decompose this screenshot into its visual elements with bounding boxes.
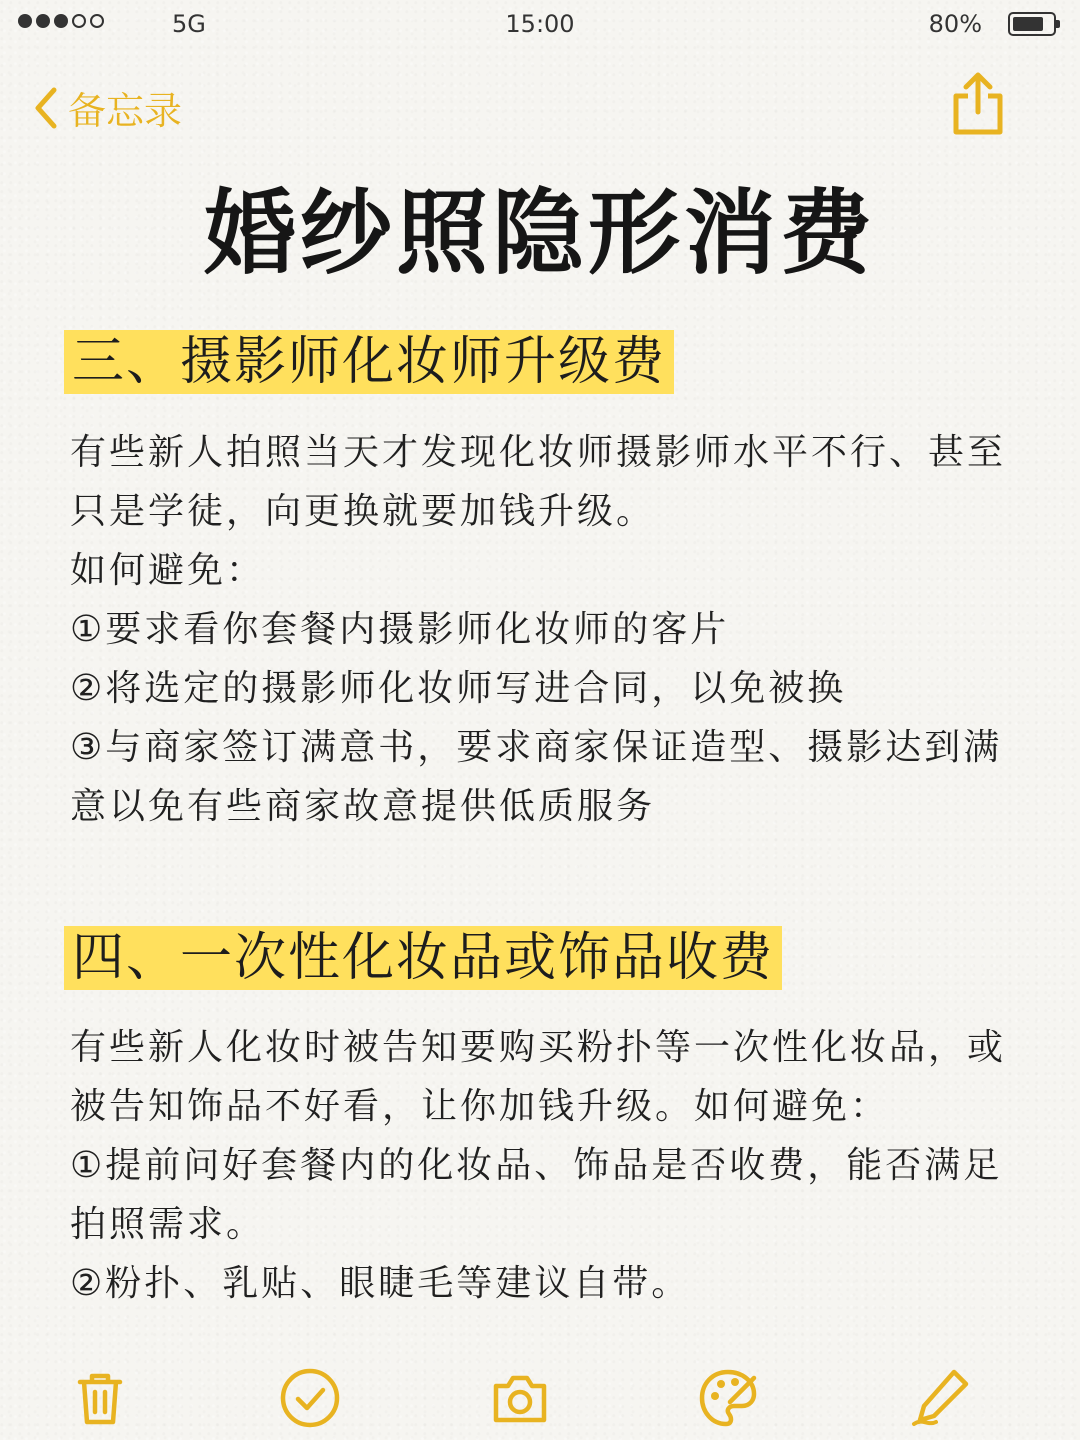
section-body-3 (70, 423, 1030, 836)
battery-icon (1008, 12, 1056, 36)
body-line: ②将选定的摄影师化妆师写进合同，以免被换 (70, 668, 847, 709)
share-icon (950, 72, 1006, 136)
section-heading-4: 四、一次性化妆品或饰品收费 (64, 926, 782, 990)
battery-percent: 80% (928, 10, 982, 38)
body-line: ①提前问好套餐内的化妆品、饰品是否收费，能否满足拍照需求。 (70, 1145, 1003, 1245)
back-label: 备忘录 (68, 89, 183, 133)
body-line: ②粉扑、乳贴、眼睫毛等建议自带。 (70, 1263, 691, 1304)
network-type: 5G (172, 10, 206, 38)
section-body-4 (70, 1018, 1030, 1313)
body-line: ①要求看你套餐内摄影师化妆师的客片 (70, 609, 730, 650)
pen-icon (908, 1366, 972, 1430)
camera-button[interactable] (488, 1366, 552, 1430)
palette-icon (696, 1366, 760, 1430)
chevron-left-icon (30, 86, 60, 130)
clock: 15:00 (505, 10, 575, 38)
note-title: 婚纱照隐形消费 (203, 180, 876, 287)
camera-icon (488, 1366, 552, 1430)
trash-icon (68, 1366, 132, 1430)
compose-button[interactable] (908, 1366, 972, 1430)
body-line: 如何避免： (70, 550, 266, 591)
bottom-toolbar (0, 1360, 1080, 1440)
section-heading-3: 三、摄影师化妆师升级费 (64, 330, 674, 394)
body-line: 有些新人拍照当天才发现化妆师摄影师水平不行、甚至只是学徒，向更换就要加钱升级。 (70, 432, 1007, 532)
share-button[interactable] (950, 72, 1006, 136)
back-button[interactable] (30, 80, 182, 135)
checklist-icon (278, 1366, 342, 1430)
body-line: ③与商家签订满意书，要求商家保证造型、摄影达到满意以免有些商家故意提供低质服务 (70, 727, 1003, 827)
battery-level (1013, 17, 1043, 31)
markup-button[interactable] (696, 1366, 760, 1430)
checklist-button[interactable] (278, 1366, 342, 1430)
body-line: 有些新人化妆时被告知要购买粉扑等一次性化妆品，或被告知饰品不好看，让你加钱升级。如何避免： (70, 1027, 1007, 1127)
status-bar (0, 0, 1080, 52)
delete-button[interactable] (68, 1366, 132, 1430)
